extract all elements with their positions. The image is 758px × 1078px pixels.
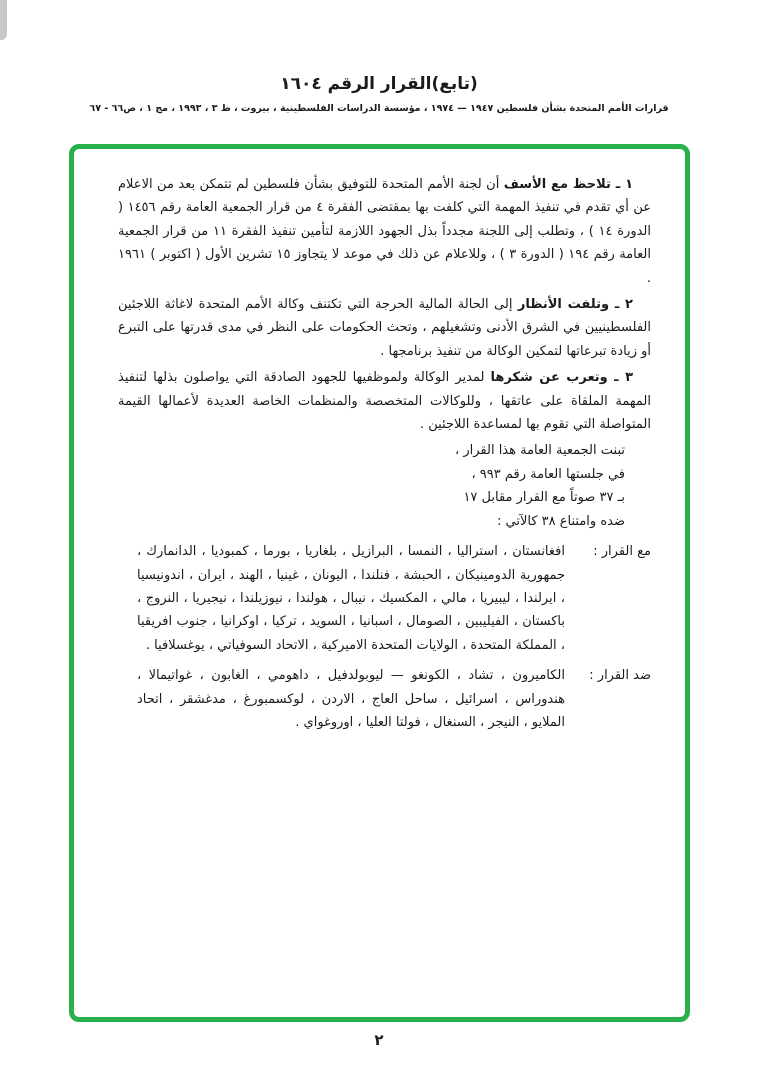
vote-for-row — [118, 540, 651, 657]
resolution-clause-2 — [118, 293, 651, 363]
adoption-line-1: تبنت الجمعية العامة هذا القرار ، — [455, 443, 625, 459]
content-frame — [69, 144, 690, 1022]
adoption-line-3: بـ ٣٧ صوتاً مع القرار مقابل ١٧ — [463, 490, 625, 506]
clause-3-text: لمدير الوكالة ولموظفيها للجهود الصادقة التي يواصلون بذلها لتنفيذ المهمة الملقاة على عاتقها ، وللوكالات المتخصصة والمنظمات الخاصة العديدة لأعمالها القيمة المتواصلة التي تقوم بها لمساعدة اللاجئين . — [118, 370, 651, 433]
adoption-line-2: في جلستها العامة رقم ٩٩٣ ، — [471, 466, 625, 482]
clause-1-lead: ١ ـ تلاحظ مع الأسف — [503, 177, 633, 192]
resolution-text — [74, 149, 685, 997]
clause-1-text: أن لجنة الأمم المتحدة للتوفيق بشأن فلسطين لم تتمكن بعد من الاعلام عن أي تقدم في تنفيذ المهمة التي كلفت بها بمقتضى الفقرة ٤ من قرار الجمعية العامة رقم ١٤٥٦ ( الدورة ١٤ ) ، وتطلب إلى اللجنة مجدداً بذل الجهود اللازمة لتأمين تنفيذ الفقرة ١١ من قرار الجمعية العامة رقم ١٩٤ ( الدورة ٣ ) ، وللاعلام عن ذلك في موعد لا يتجاوز ١٥ تشرين الأول ( اكتوبر ) ١٩٦١ . — [118, 177, 651, 286]
scan-artifact — [0, 0, 7, 40]
page-title: (تابع)القرار الرقم ١٦٠٤ — [280, 74, 478, 94]
vote-against-label: ضد القرار : — [589, 668, 651, 684]
document-header — [0, 74, 758, 114]
vote-for-label: مع القرار : — [593, 544, 651, 560]
page-number: ٢ — [374, 1031, 384, 1049]
citation-line: قرارات الأمم المتحدة بشأن فلسطين ١٩٤٧ — ١٩٧٤ ، مؤسسة الدراسات الفلسطينية ، بيروت ، ط ٣ ، ١٩٩٣ ، مج ١ ، ص٦٦ - ٦٧ — [89, 103, 669, 114]
vote-for-countries: افغانستان ، استراليا ، النمسا ، البرازيل ، بلغاريا ، بورما ، كمبوديا ، الدانمارك ، جمهورية الدومينيكان ، الحبشة ، فنلندا ، اليونان ، غينيا ، الهند ، ايران ، اندونيسيا ، ايرلندا ، ليبيريا ، مالي ، المكسيك ، نيبال ، هولندا ، نيوزيلندا ، نيجيريا ، النروج ، باكستان ، الفيليبين ، الصومال ، اسبانيا ، السويد ، تركيا ، اوكرانيا ، جنوب افريقيا ، المملكة المتحدة ، الولايات المتحدة الاميركية ، الاتحاد السوفياتي ، يوغسلافيا . — [137, 544, 565, 653]
vote-against-countries: الكاميرون ، تشاد ، الكونغو — ليوبولدفيل ، داهومي ، الغابون ، غواتيمالا ، هندوراس ، اسرائيل ، ساحل العاج ، الاردن ، لوكسمبورغ ، مدغشقر ، اتحاد الملايو ، النيجر ، السنغال ، فولتا العليا ، اوروغواي . — [137, 668, 565, 730]
clause-2-lead: ٢ ـ وتلفت الأنظار — [517, 297, 633, 313]
clause-3-lead: ٣ ـ وتعرب عن شكرها — [490, 370, 634, 386]
adoption-block — [118, 439, 651, 533]
adoption-line-4: ضده وامتناع ٣٨ كالآتي : — [497, 513, 625, 529]
vote-against-row — [118, 664, 651, 734]
resolution-clause-3 — [118, 366, 651, 436]
resolution-clause-1 — [118, 173, 651, 290]
clause-2-text: إلى الحالة المالية الحرجة التي تكتنف وكالة الأمم المتحدة لاغاثة اللاجئين الفلسطينيين في الشرق الأدنى وتشغيلهم ، وتحث الحكومات على النظر في مدى قدرتها على التبرع أو زيادة تبرعاتها لتمكين الوكالة من تنفيذ برنامجها . — [118, 297, 651, 359]
